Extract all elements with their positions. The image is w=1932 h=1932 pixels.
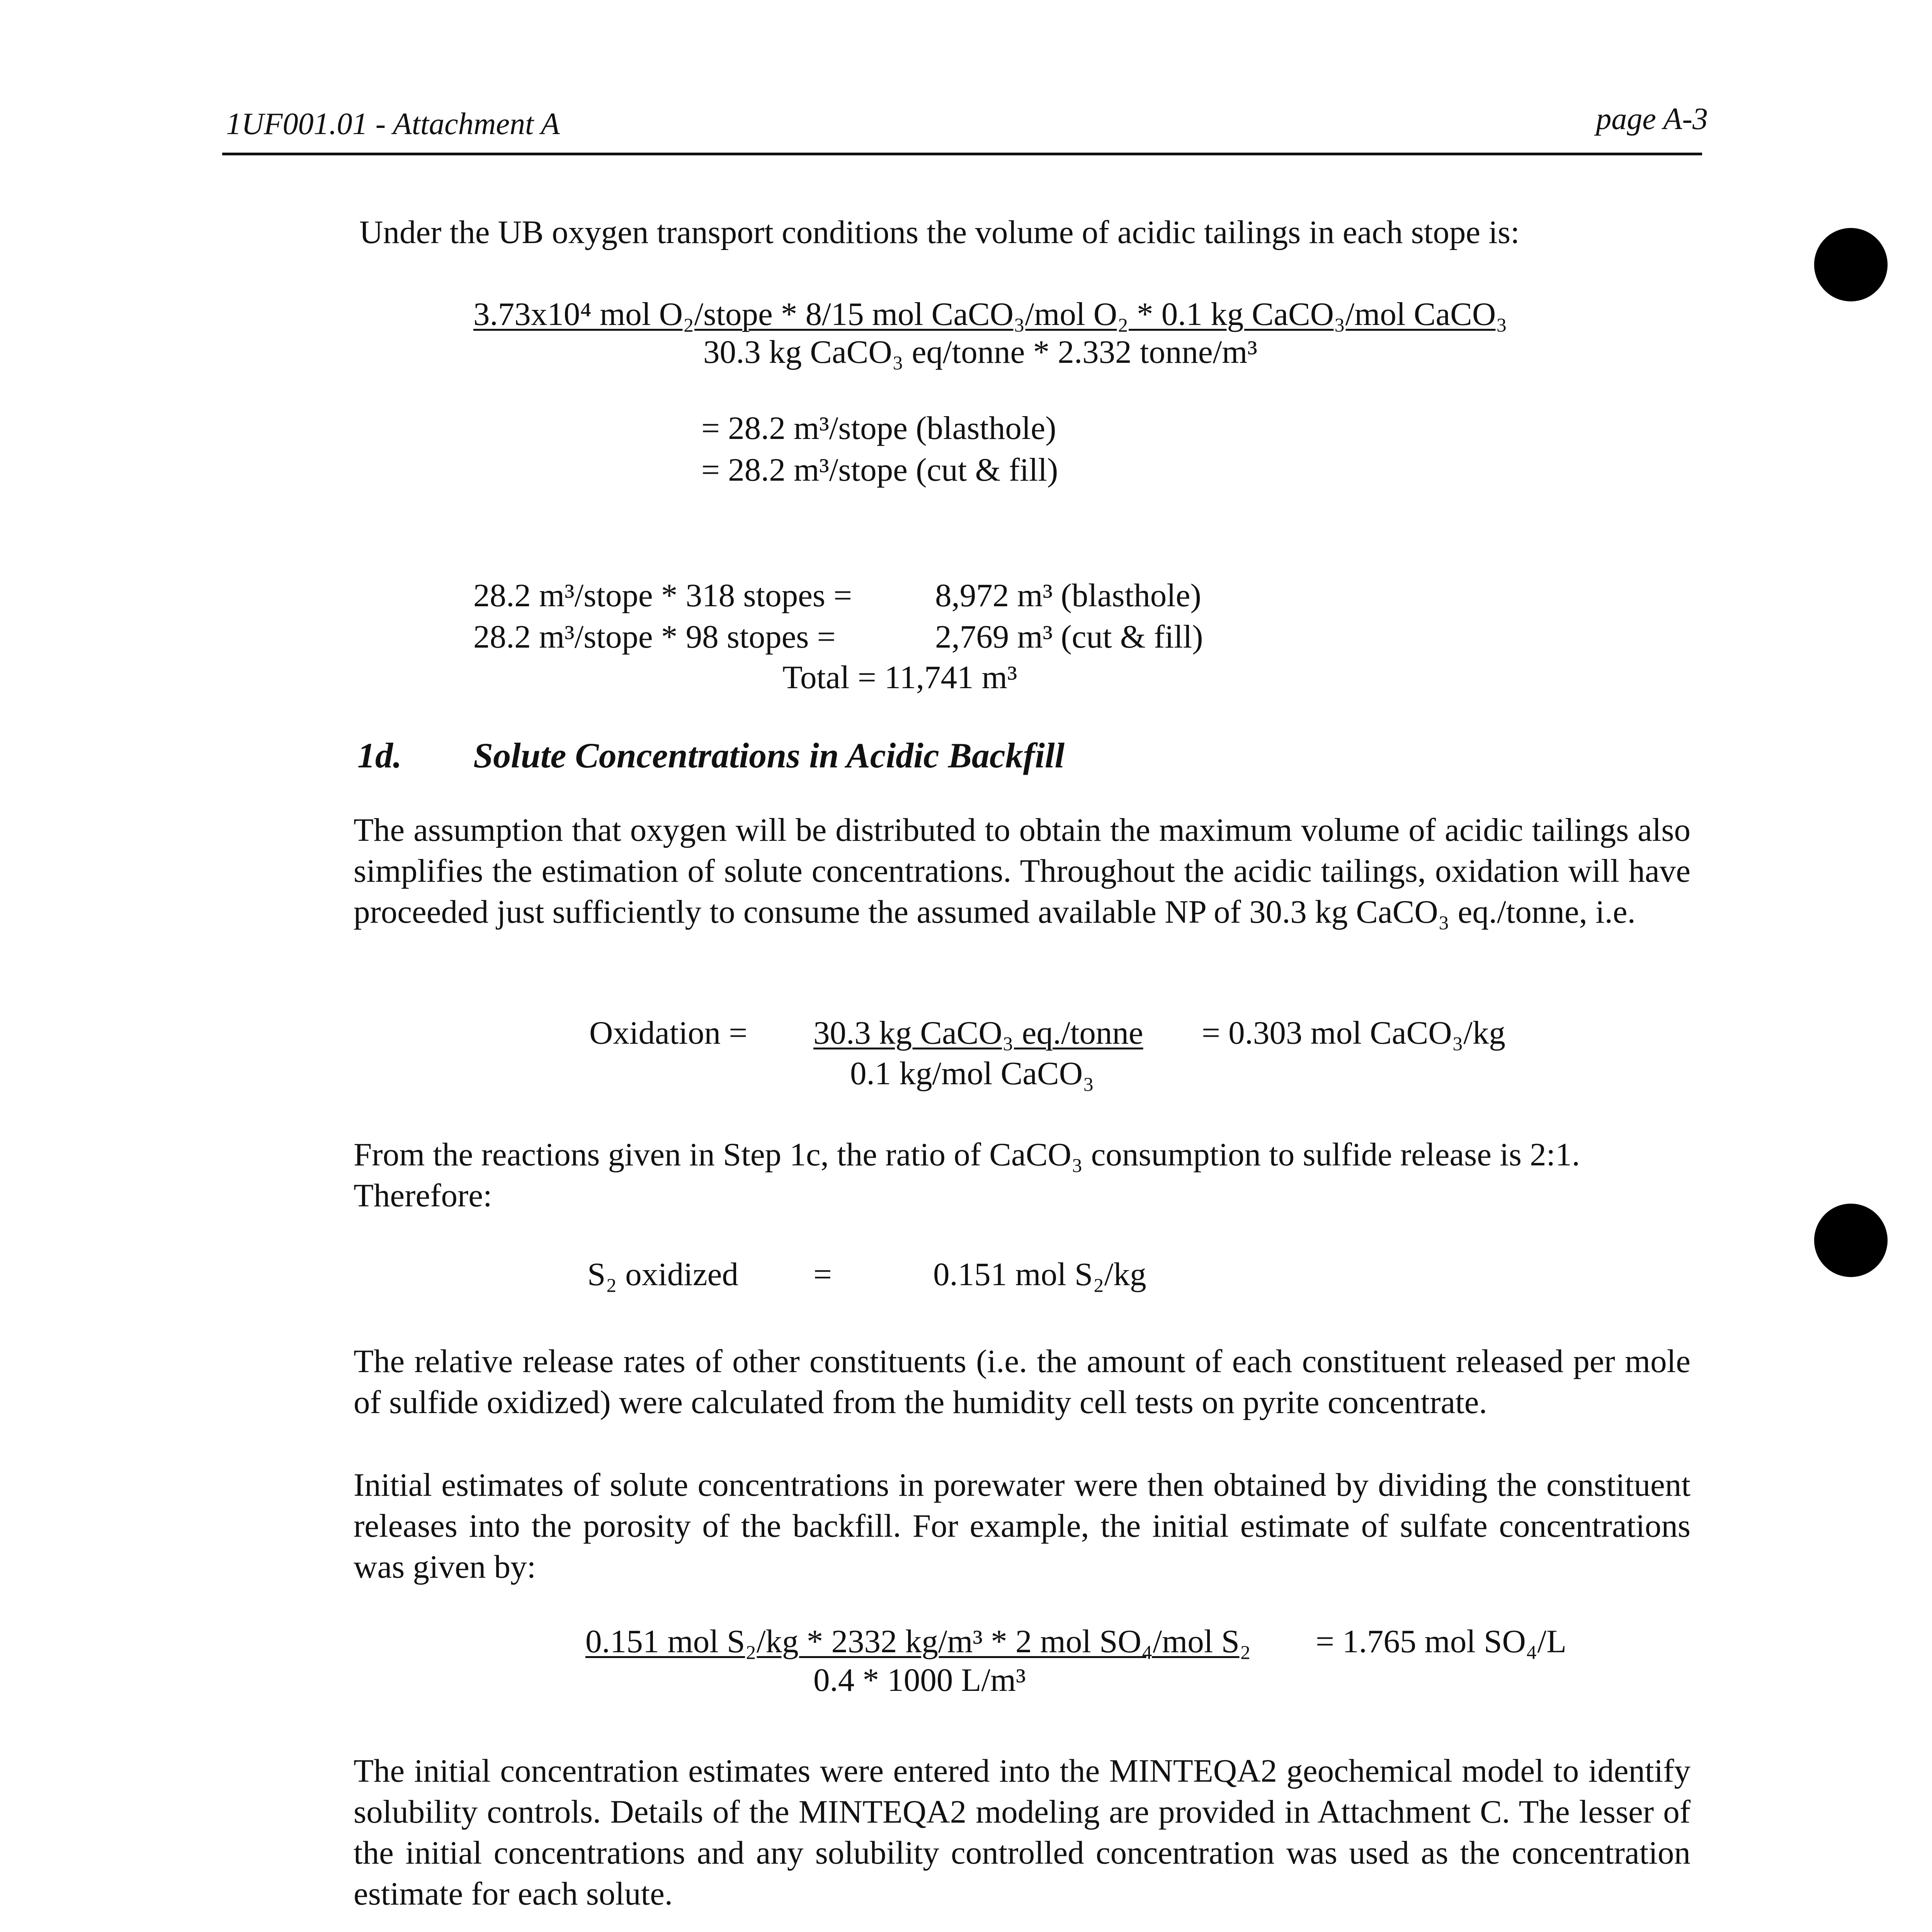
totals-row2-right: 2,769 m³ (cut & fill)	[935, 619, 1203, 655]
section-1d-paragraph-4: Initial estimates of solute concentrations in porewater were then obtained by dividing the constituent releases into the porosity of the backfill. For example, the initial estimate of sulfate concentrations was given by:	[354, 1467, 1690, 1585]
section-1d-paragraph-5: The initial concentration estimates were entered into the MINTEQA2 geochemical model to identify solubility controls. Details of the MINTEQA2 modeling are provided in Attachment C. The lesser of the initial concentrations and any solubility controlled concentration was used as the concentration estimate for each solute.	[354, 1753, 1690, 1912]
s2-oxidized-label: S₂ oxidized	[587, 1256, 738, 1293]
sulfate-denominator: 0.4 * 1000 L/m³	[813, 1662, 1026, 1698]
section-1d-paragraph-2: From the reactions given in Step 1c, the ratio of CaCO₃ consumption to sulfide release is 2:1. Therefore:	[354, 1136, 1580, 1214]
header-rule	[222, 153, 1702, 155]
s2-oxidized-equals: =	[813, 1256, 832, 1293]
oxidation-denominator: 0.1 kg/mol CaCO₃	[850, 1055, 1094, 1092]
oxidation-numerator: 30.3 kg CaCO₃ eq./tonne	[813, 1015, 1143, 1051]
sulfate-numerator: 0.151 mol S₂/kg * 2332 kg/m³ * 2 mol SO₄/mol S₂	[585, 1623, 1251, 1660]
oxidation-result: = 0.303 mol CaCO₃/kg	[1202, 1015, 1505, 1051]
s2-oxidized-value: 0.151 mol S₂/kg	[933, 1256, 1146, 1293]
eq1-result-cutfill: = 28.2 m³/stope (cut & fill)	[701, 452, 1058, 488]
hole-punch-middle	[1814, 1204, 1888, 1277]
header-doc-id: 1UF001.01 - Attachment A	[226, 107, 560, 141]
hole-punch-top	[1814, 228, 1888, 301]
intro-text: Under the UB oxygen transport conditions the volume of acidic tailings in each stope is:	[359, 214, 1520, 250]
oxidation-label: Oxidation =	[589, 1015, 748, 1051]
eq1-numerator: 3.73x10⁴ mol O₂/stope * 8/15 mol CaCO₃/mol O₂ * 0.1 kg CaCO₃/mol CaCO₃	[473, 296, 1507, 332]
section-1d-paragraph-1: The assumption that oxygen will be distributed to obtain the maximum volume of acidic tailings also simplifies the estimation of solute concentrations. Throughout the acidic tailings, oxidation will have proceeded just sufficiently to consume the assumed available NP of 30.3 kg CaCO₃ eq./tonne, i.e.	[354, 812, 1690, 930]
eq1-result-blasthole: = 28.2 m³/stope (blasthole)	[701, 410, 1056, 446]
totals-total: Total = 11,741 m³	[782, 659, 1017, 696]
section-1d-paragraph-3: The relative release rates of other constituents (i.e. the amount of each constituent released per mole of sulfide oxidized) were calculated from the humidity cell tests on pyrite concentrate.	[354, 1343, 1690, 1420]
eq1-denominator: 30.3 kg CaCO₃ eq/tonne * 2.332 tonne/m³	[703, 334, 1257, 370]
totals-row1-left: 28.2 m³/stope * 318 stopes =	[473, 577, 852, 614]
section-1d-number: 1d.	[357, 736, 402, 775]
section-1d-title: Solute Concentrations in Acidic Backfill	[473, 736, 1065, 775]
totals-row1-right: 8,972 m³ (blasthole)	[935, 577, 1201, 614]
totals-row2-left: 28.2 m³/stope * 98 stopes =	[473, 619, 836, 655]
sulfate-result: = 1.765 mol SO₄/L	[1316, 1623, 1566, 1660]
header-page-number: page A-3	[1596, 102, 1708, 136]
